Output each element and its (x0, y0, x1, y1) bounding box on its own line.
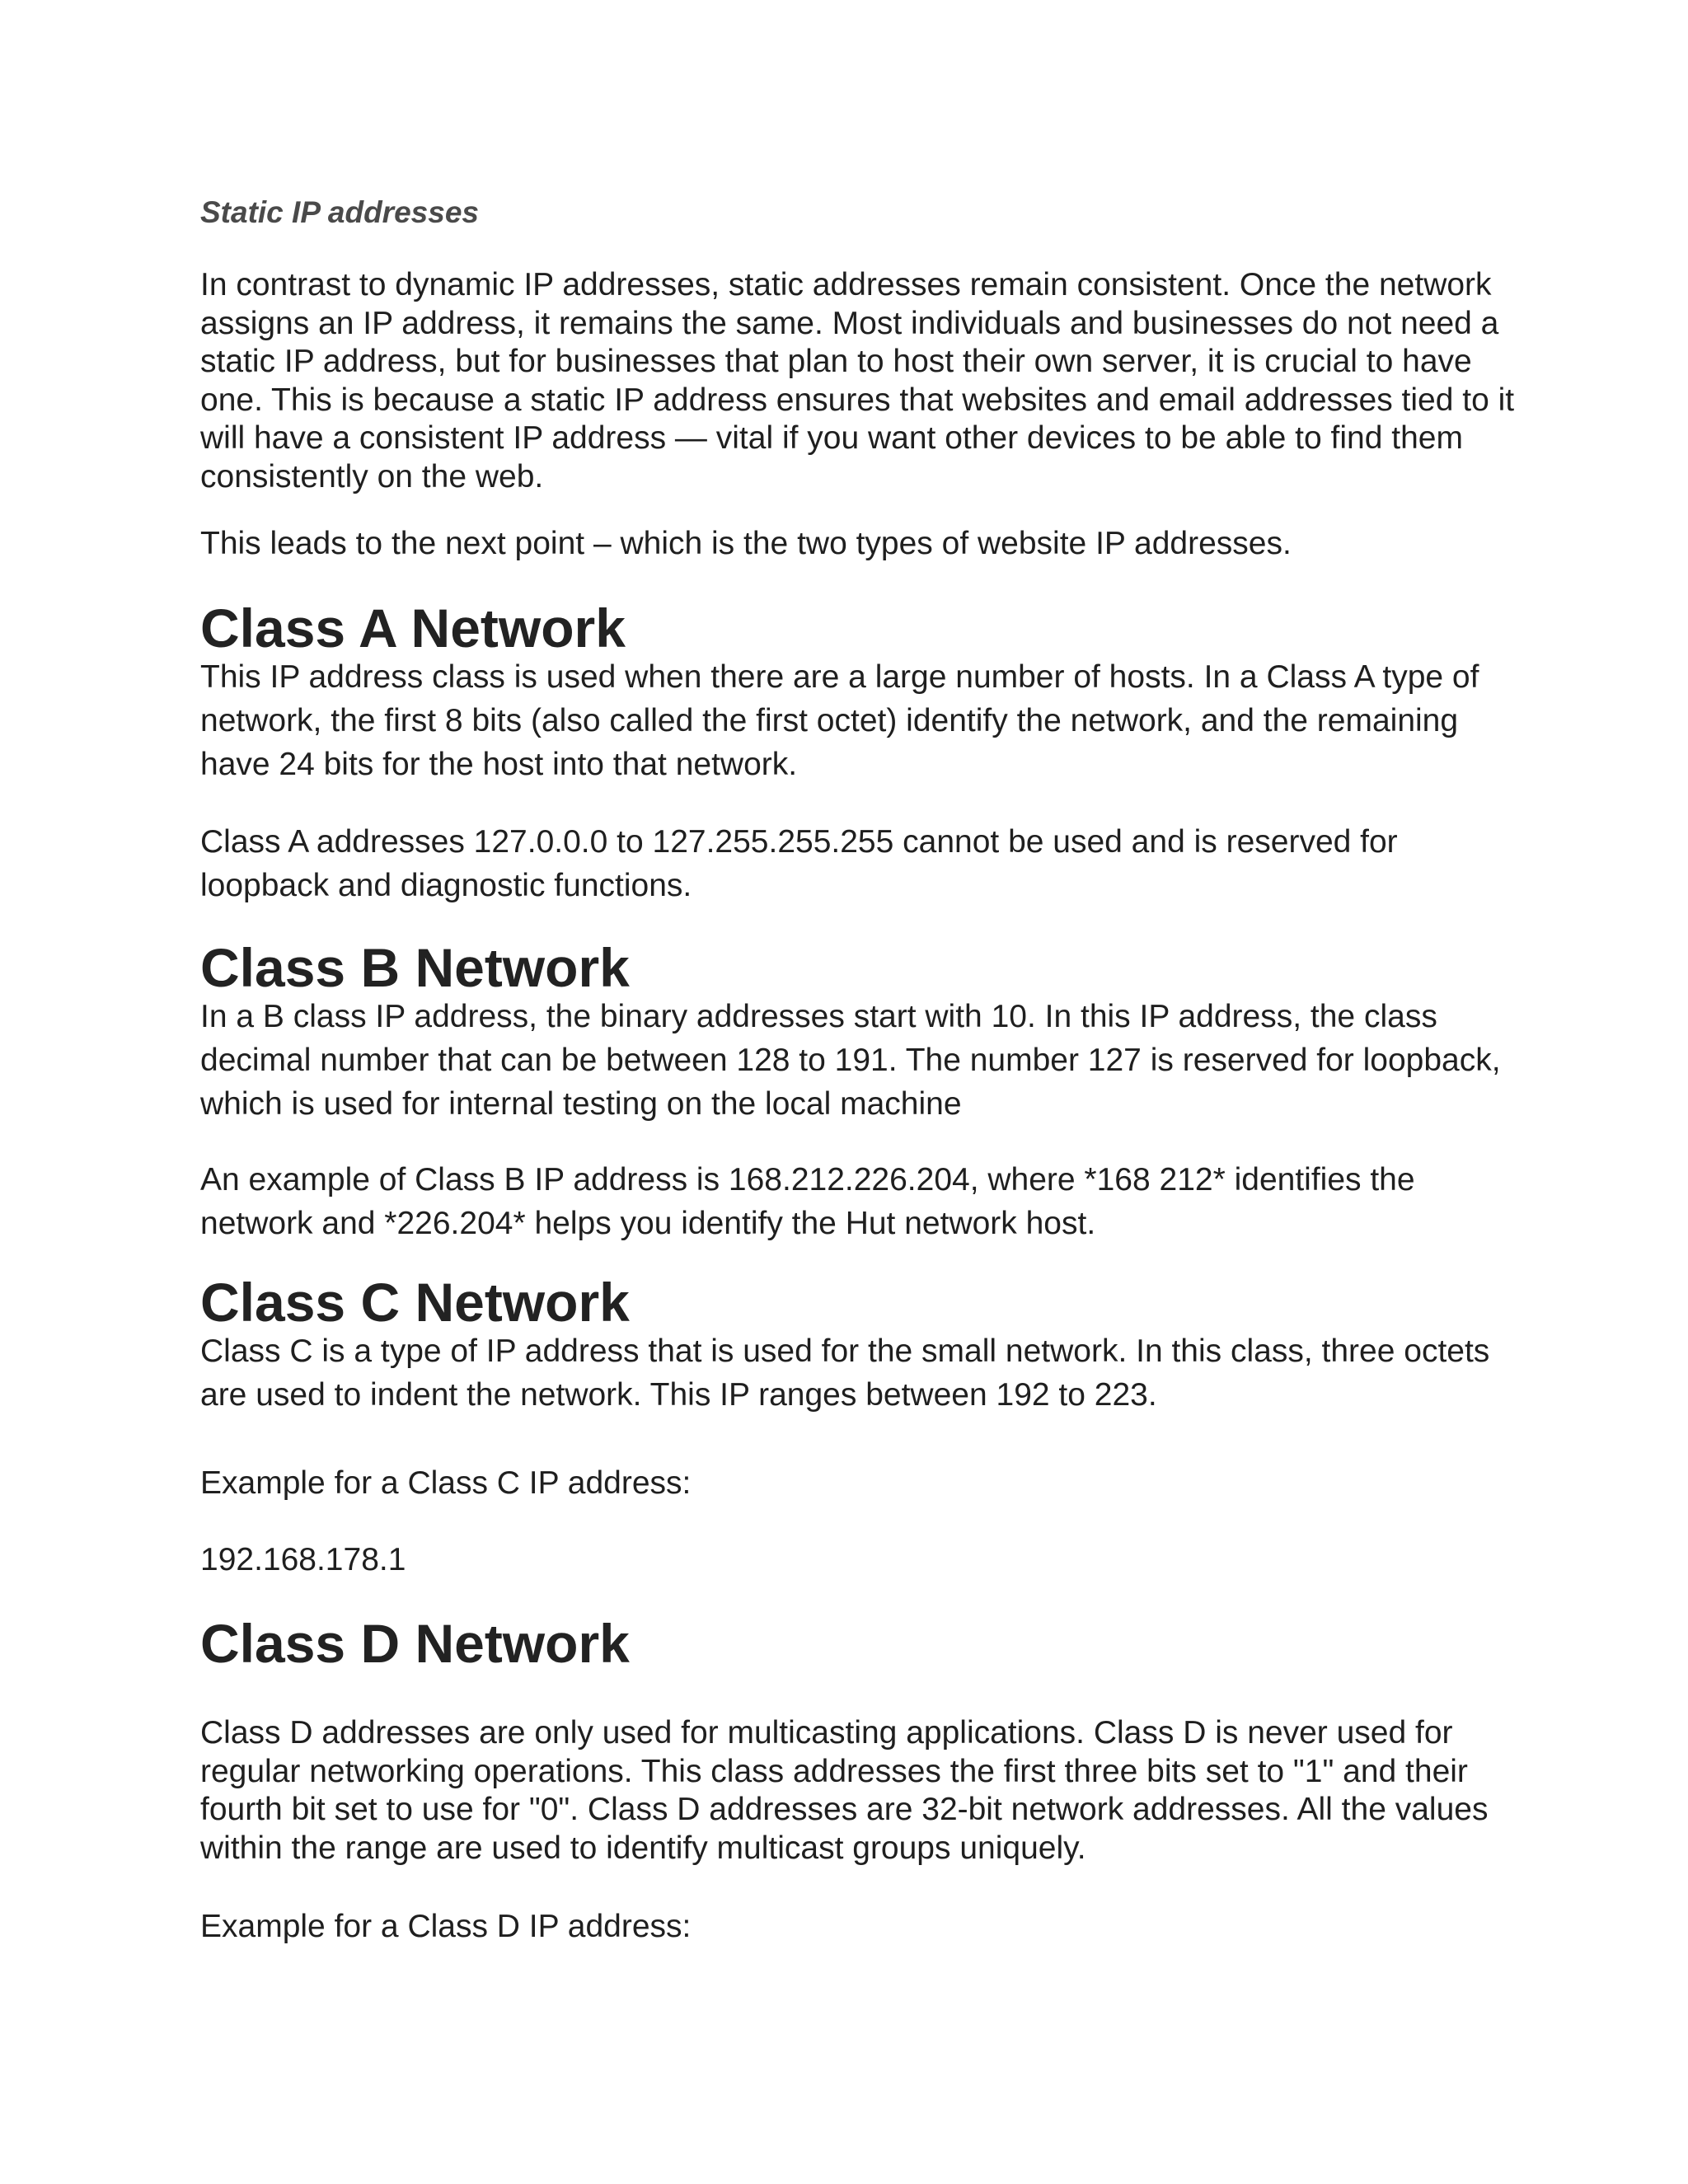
class-d-heading: Class D Network (200, 1613, 630, 1674)
class-c-paragraph-1: Class C is a type of IP address that is used for the small network. In this class, three octets are used to indent the network. This IP ranges between 192 to 223. (200, 1333, 1490, 1413)
static-ip-paragraph: In contrast to dynamic IP addresses, static addresses remain consistent. Once the network assigns an IP address, it remains the same. Most individuals and businesses do not need a static IP address, but for businesses that plan to host their own server, it is crucial to have one. This is because a static IP address ensures that websites and email addresses tied to it will have a consistent IP address — vital if you want other devices to be able to find them consistently on the web. (200, 267, 1515, 494)
class-d-example-label: Example for a Class D IP address: (200, 1909, 692, 1944)
class-b-paragraph-1: In a B class IP address, the binary addresses start with 10. In this IP address, the class decimal number that can be between 128 to 191. The number 127 is reserved for loopback, which is used for internal testing on the local machine (200, 999, 1501, 1122)
class-c-example-value: 192.168.178.1 (200, 1542, 406, 1577)
class-b-heading: Class B Network (200, 937, 630, 998)
class-b-paragraph-2: An example of Class B IP address is 168.212.226.204, where *168 212* identifies the network and *226.204* helps you identify the Hut network host. (200, 1162, 1415, 1241)
class-c-example-label: Example for a Class C IP address: (200, 1465, 692, 1501)
class-a-paragraph-2: Class A addresses 127.0.0.0 to 127.255.255.255 cannot be used and is reserved for loopback and diagnostic functions. (200, 824, 1398, 903)
class-c-heading: Class C Network (200, 1272, 630, 1333)
class-a-heading: Class A Network (200, 598, 626, 658)
static-ip-subheading: Static IP addresses (200, 195, 479, 229)
types-lead-paragraph: This leads to the next point – which is the two types of website IP addresses. (200, 526, 1292, 561)
class-d-paragraph-1: Class D addresses are only used for multicasting applications. Class D is never used for regular networking operations. This class addresses the first three bits set to "1" and their fourth bit set to use for "0". Class D addresses are 32-bit network addresses. All the values within the range are used to identify multicast groups uniquely. (200, 1715, 1489, 1866)
class-a-paragraph-1: This IP address class is used when there are a large number of hosts. In a Class A type of network, the first 8 bits (also called the first octet) identify the network, and the remaining have 24 bits for the host into that network. (200, 659, 1479, 782)
